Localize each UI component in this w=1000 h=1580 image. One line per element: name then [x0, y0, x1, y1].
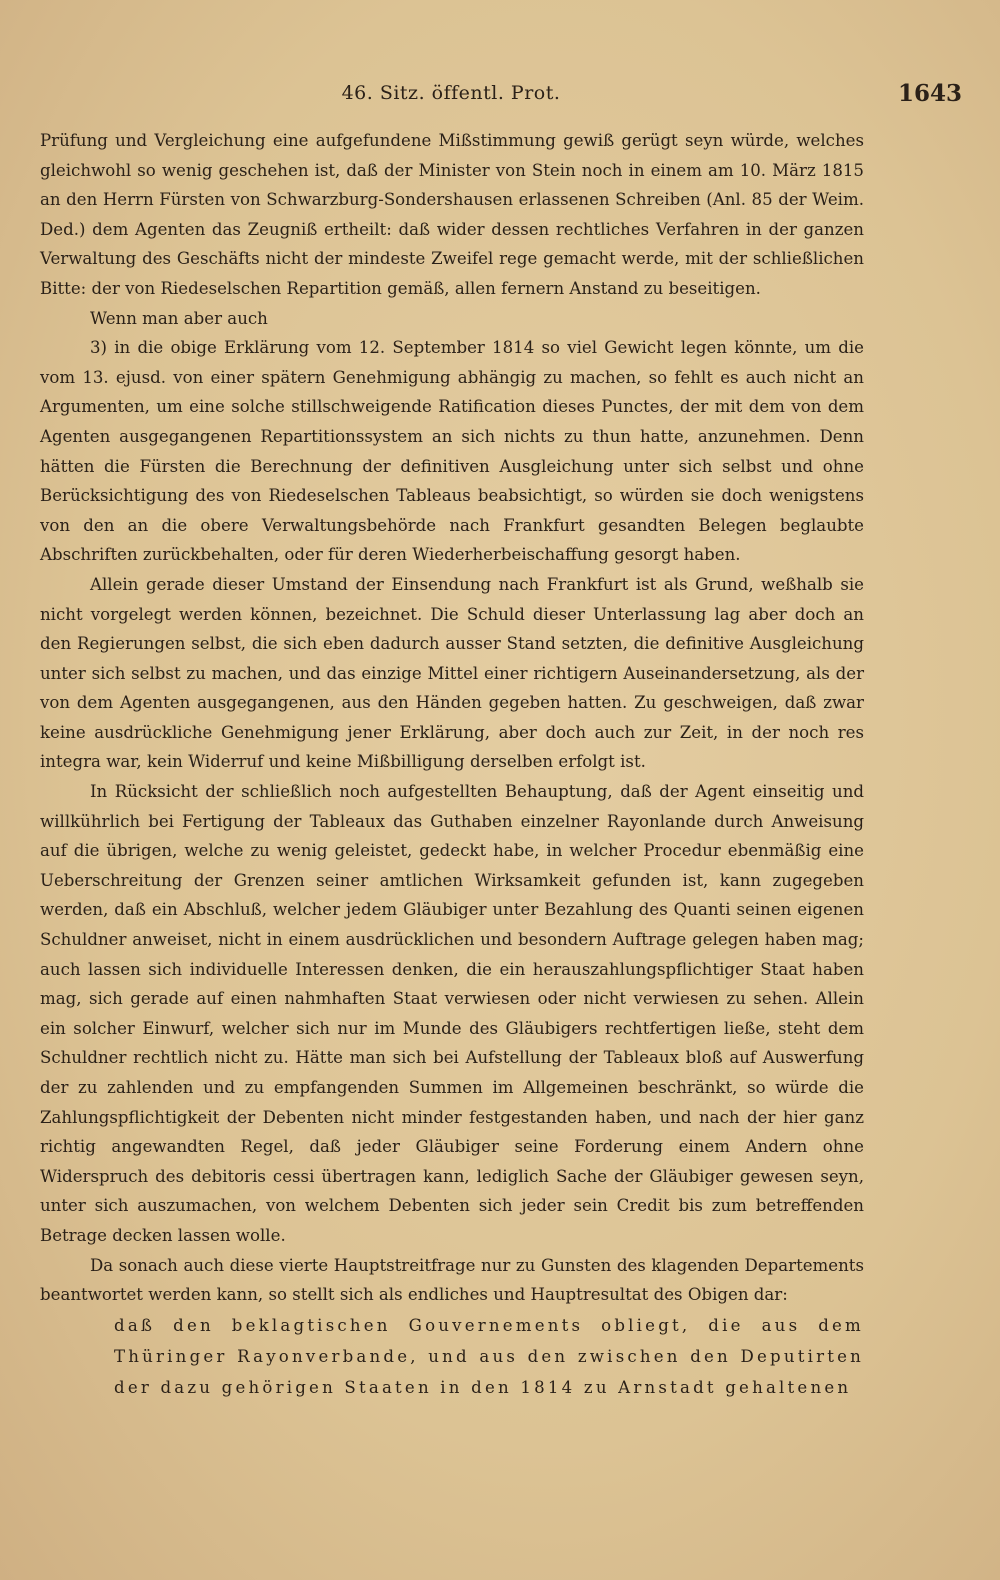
page-header: [40, 76, 962, 116]
paragraph: Da sonach auch diese vierte Hauptstreitfrage nur zu Gunsten des klagenden Departements beantwortet werden kann, so stellt sich als endliches und Hauptresultat des Obigen dar:: [40, 1255, 864, 1305]
paragraph: 3) in die obige Erklärung vom 12. September 1814 so viel Gewicht legen könnte, um die vom 13. ejusd. von einer spätern Genehmigung abhängig zu machen, so fehlt es auch nicht an Argumenten, um eine solche stillschweigende Ratification dieses Punctes, der mit dem von dem Agenten ausgegangenen Repartitionssystem an sich nichts zu thun hatte, anzunehmen. Denn hätten die Fürsten die Berechnung der definitiven Ausgleichung unter sich selbst und ohne Berücksichtigung des von Riedeselschen Tableaus beabsichtigt, so würden sie doch wenigstens von den an die obere Verwaltungsbehörde nach Frankfurt gesandten Belegen beglaubte Abschriften zurückbehalten, oder für deren Wiederherbeischaffung gesorgt haben.: [40, 338, 864, 565]
page-number: 1643: [897, 80, 962, 107]
paragraph: In Rücksicht der schließlich noch aufgestellten Behauptung, daß der Agent einseitig und willkührlich bei Fertigung der Tableaux das Guthaben einzelner Rayonlande durch Anweisung auf die übrigen, welche zu wenig geleistet, gedeckt habe, in welcher Procedur ebenmäßig eine Ueberschreitung der Grenzen seiner amtlichen Wirksamkeit gefunden ist, kann zugegeben werden, daß ein Abschluß, welcher jedem Gläubiger unter Bezahlung des Quanti seinen eigenen Schuldner anweiset, nicht in einem ausdrücklichen und besondern Auftrage gelegen haben mag; auch lassen sich individuelle Interessen denken, die ein herauszahlungspflichtiger Staat haben mag, sich gerade auf einen nahmhaften Staat verwiesen oder nicht verwiesen zu sehen. Allein ein solcher Einwurf, welcher sich nur im Munde des Gläubigers rechtfertigen ließe, steht dem Schuldner rechtlich nicht zu. Hätte man sich bei Aufstellung der Tableaux bloß auf Auswerfung der zu zahlenden und zu empfangenden Summen im Allgemeinen beschränkt, so würde die Zahlungspflichtigkeit der Debenten nicht minder festgestanden haben, und nach der hier ganz richtig angewandten Regel, daß jeder Gläubiger seine Forderung einem Andern ohne Widerspruch des debitoris cessi übertragen kann, lediglich Sache der Gläubiger gewesen seyn, unter sich auszumachen, von welchem Debenten sich jeder sein Credit bis zum betreffenden Betrage decken lassen wolle.: [40, 782, 864, 1245]
paragraph: Allein gerade dieser Umstand der Einsendung nach Frankfurt ist als Grund, weßhalb sie nicht vorgelegt werden können, bezeichnet. Die Schuld dieser Unterlassung lag aber doch an den Regierungen selbst, die sich eben dadurch ausser Stand setzten, die definitive Ausgleichung unter sich selbst zu machen, und das einzige Mittel einer richtigern Auseinandersetzung, als der von dem Agenten ausgegangenen, aus den Händen gegeben hatten. Zu geschweigen, daß zwar keine ausdrückliche Genehmigung jener Erklärung, aber doch auch zur Zeit, in der noch res integra war, kein Widerruf und keine Mißbilligung derselben erfolgt ist.: [40, 574, 864, 772]
running-head: 46. Sitz. öffentl. Prot.: [341, 82, 561, 104]
paragraph: Prüfung und Vergleichung eine aufgefundene Mißstimmung gewiß gerügt seyn würde, welches gleichwohl so wenig geschehen ist, daß der Minister von Stein noch in einem am 10. März 1815 an den Herrn Fürsten von Schwarzburg-Sondershausen erlassenen Schreiben (Anl. 85 der Weim. Ded.) dem Agenten das Zeugniß ertheilt: daß wider dessen rechtliches Verfahren in der ganzen Verwaltung des Geschäfts nicht der mindeste Zweifel rege gemacht werde, mit der schließlichen Bitte: der von Riedeselschen Repartition gemäß, allen fernern Anstand zu beseitigen.: [40, 131, 864, 298]
quoted-resolution: daß den beklagtischen Gouvernements obliegt, die aus dem Thüringer Rayonverbande, und aus den zwischen den Deputirten der dazu gehörigen Staaten in den 1814 zu Arnstadt gehaltenen: [114, 1315, 864, 1397]
paragraph: Wenn man aber auch: [90, 308, 268, 328]
body-text: [40, 126, 864, 1403]
